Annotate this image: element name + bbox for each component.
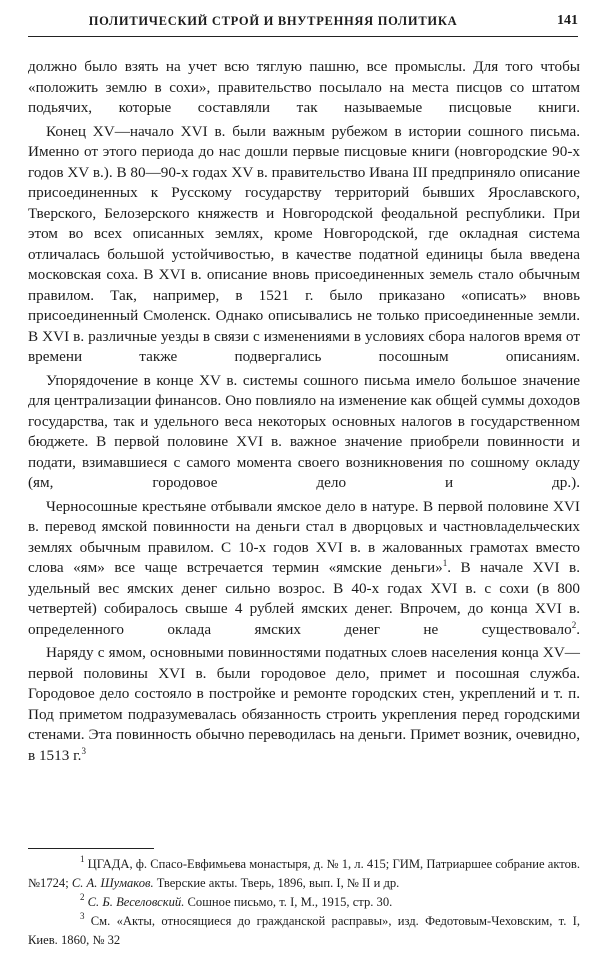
footnote-ref-3[interactable]: 3: [81, 745, 86, 756]
footnote-text: Тверские акты. Тверь, 1896, вып. I, № II и др.: [156, 876, 400, 890]
main-text: [28, 57, 580, 769]
paragraph-4-text-c: .: [576, 620, 580, 638]
footnote-2: [28, 893, 580, 912]
paragraph-4-text-b: . В начале XVI в. удельный вес ямских денег сильно возрос. В 40-х годах XVI в. с сохи (в 800 четвертей) собиралось свыше 4 рублей ямских денег. Впрочем, до конца XVI в. определенного оклада ямских денег не существовало: [28, 559, 580, 638]
running-header: [28, 12, 578, 37]
paragraph-2: Конец XV—начало XVI в. были важным рубежом в истории сошного письма. Именно от этого периода до нас дошли первые писцовые книги (новгородские 90-х годов XV в.). В 80—90-х годах XV в. правительство Ивана III предприняло описание присоединенных к Русскому государству территорий бывших Ярославского, Тверского, Белозерского княжеств и Новгородской феодальной республики. При этом во всех описанных землях, кроме Новгородской, где окладная система отличалась большой устойчивостью, в качестве податной единицы была введена московская соха. В XVI в. описание вновь присоединенных земель стало обычным правилом. Так, например, в 1521 г. было приказано «описать» вновь присоединенный Смоленск. Однако описывались не только присоединенные земли. В XVI в. различные уезды в связи с изменениями в условиях сбора налогов время от времени также подвергались посошным описаниям.: [28, 122, 580, 365]
paragraph-4: [28, 497, 580, 641]
footnote-author: С. А. Шумаков.: [71, 876, 154, 890]
footnote-1: [28, 855, 580, 893]
footnote-mark: 3: [80, 911, 85, 921]
footnote-mark: 2: [80, 892, 85, 902]
paragraph-4-text-a: Черносошные крестьяне отбывали ямское дело в натуре. В первой половине XVI в. перевод ямской повинности на деньги стал в дворцовых и частновладельческих землях обычным правилом. С 10-х годов XVI в. в жалованных грамотах вместо слова «ям» все чаще встречается термин «ямские деньги»: [28, 497, 580, 576]
paragraph-5: [28, 643, 580, 766]
footnote-text: См. «Акты, относящиеся до гражданской расправы», изд. Федотовым-Чеховским, т. I, Киев. 1860, № 32: [28, 914, 580, 947]
footnote-author: С. Б. Веселовский.: [87, 895, 185, 909]
page-number: 141: [557, 13, 578, 28]
footnote-text: Сошное письмо, т. I, М., 1915, стр. 30.: [187, 895, 393, 909]
footnote-3: [28, 912, 580, 950]
paragraph-5-text: Наряду с ямом, основными повинностями податных слоев населения конца XV—первой половины XVI в. были городовое дело, примет и посошная служба. Городовое дело состояло в постройке и ремонте городских стен, укреплений и т. п. Под приметом подразумевалась обязанность строить укрепления перед городскими стенами. Эта повинность обычно переводилась на деньги. Примет возник, очевидно, в 1513 г.: [28, 644, 580, 764]
footnote-mark: 1: [80, 854, 85, 864]
footnote-text: ЦГАДА, ф. Спасо-Евфимьева монастыря, д. № 1, л. 415; ГИМ, Патриаршее собрание актов. №1724;: [28, 857, 580, 890]
footnote-ref-2[interactable]: 2: [571, 619, 577, 630]
paragraph-3: Упорядочение в конце XV в. системы сошного письма имело большое значение для централизации финансов. Оно повлияло на изменение как общей суммы доходов государства, так и удельного веса некоторых основных налогов в государственном бюджете. В первой половине XVI в. важное значение приобрели повинности и подати, взимавшиеся с самого момента своего возникновения по сошному окладу (ям, городовое дело и др.).: [28, 371, 581, 491]
running-title: ПОЛИТИЧЕСКИЙ СТРОЙ И ВНУТРЕННЯЯ ПОЛИТИКА: [88, 14, 458, 28]
footnotes: [28, 848, 580, 950]
footnote-divider: [28, 848, 154, 849]
paragraph-1: должно было взять на учет всю тяглую пашню, все промыслы. Для того чтобы «положить землю в сохи», правительство посылало на места писцов со штатом подьячих, которые составляли так называемые писцовые книги.: [28, 58, 580, 116]
footnote-ref-1[interactable]: 1: [442, 558, 448, 568]
